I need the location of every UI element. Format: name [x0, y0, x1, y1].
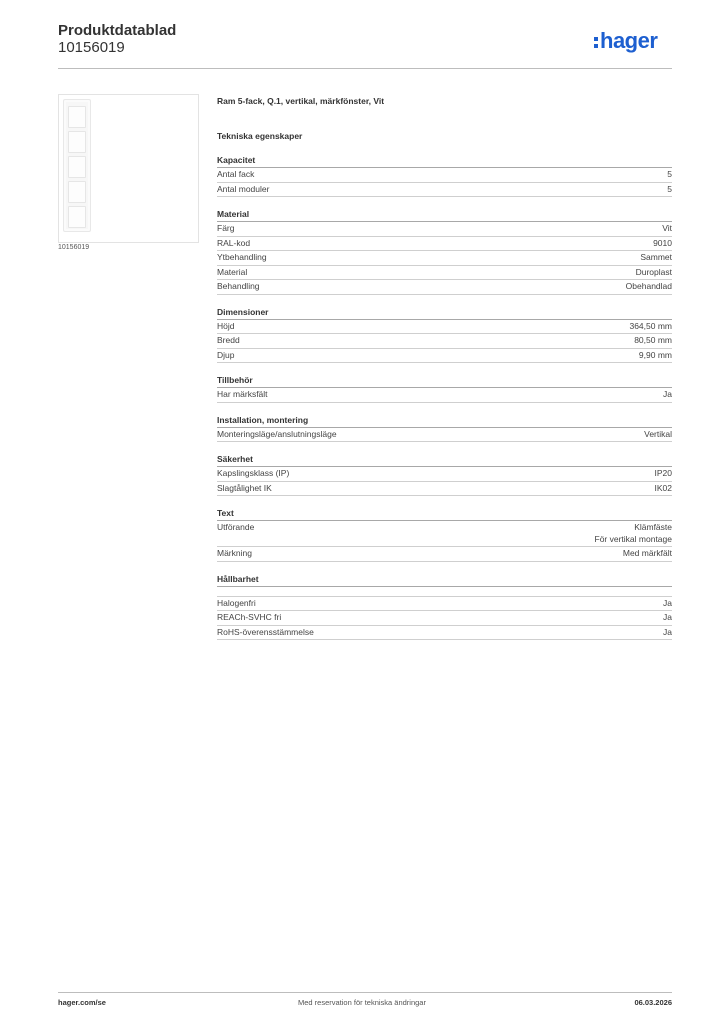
- spec-value-line: IK02: [654, 482, 672, 493]
- frame-slot: [68, 131, 86, 153]
- spec-row: [217, 320, 672, 335]
- spec-value: [655, 468, 673, 480]
- spec-value-line: Med märkfält: [622, 548, 672, 558]
- spec-label: RAL-kod: [217, 237, 251, 248]
- spec-value-line: För vertikal montage: [594, 533, 672, 544]
- spec-value-line: Vit: [662, 223, 672, 233]
- spec-value: [629, 321, 672, 333]
- spec-section: [217, 208, 672, 295]
- spec-label: Märkning: [217, 548, 252, 558]
- section-title: Text: [217, 507, 672, 521]
- frame-slot: [68, 181, 86, 203]
- section-title: Hållbarhet: [217, 573, 672, 587]
- spec-value-line: Vertikal: [644, 428, 672, 439]
- spec-value-line: Ja: [663, 389, 672, 399]
- spec-value: [655, 483, 673, 495]
- section-title: Dimensioner: [217, 306, 672, 320]
- spec-section: [217, 154, 672, 197]
- spec-row: [217, 168, 672, 183]
- spec-label: Monteringsläge/anslutningsläge: [217, 428, 337, 439]
- spec-value: [663, 627, 672, 639]
- spec-row: [217, 388, 672, 403]
- spec-row: [217, 334, 672, 349]
- section-title: Installation, montering: [217, 414, 672, 428]
- hager-logo: [594, 28, 657, 54]
- image-caption: 10156019: [58, 244, 90, 251]
- spec-row: [217, 611, 672, 626]
- spec-row: [217, 266, 672, 281]
- spec-label: Djup: [217, 349, 235, 360]
- section-title: Kapacitet: [217, 154, 672, 168]
- logo-dots-icon: [594, 37, 599, 48]
- spec-label: Slagtålighet IK: [217, 482, 272, 493]
- section-title: Säkerhet: [217, 453, 672, 467]
- spec-row: [217, 521, 672, 547]
- spec-label: Kapslingsklass (IP): [217, 468, 290, 478]
- spec-row: [217, 547, 672, 562]
- spec-label: Behandling: [217, 281, 260, 291]
- spec-value: [636, 267, 672, 279]
- frame-slot: [68, 206, 86, 228]
- frame-slot: [68, 156, 86, 178]
- spec-value-line: Ja: [663, 612, 672, 622]
- spec-value: [634, 335, 672, 347]
- spec-label: Antal moduler: [217, 183, 270, 194]
- spec-row: [217, 349, 672, 364]
- spec-value: [644, 429, 672, 441]
- spec-section: [217, 306, 672, 364]
- section-spacer: [217, 587, 672, 597]
- spec-row: [217, 251, 672, 266]
- spec-row: [217, 280, 672, 295]
- spec-value-line: IP20: [654, 468, 672, 478]
- spec-label: Bredd: [217, 335, 240, 345]
- spec-value-line: 5: [667, 169, 672, 179]
- spec-label: REACh-SVHC fri: [217, 612, 282, 622]
- spec-label: Har märksfält: [217, 389, 268, 399]
- spec-value-line: Obehandlad: [625, 281, 672, 291]
- spec-label: Antal fack: [217, 169, 255, 179]
- footer-divider: [58, 992, 672, 993]
- spec-value-line: 9,90 mm: [638, 349, 672, 360]
- spec-value: [662, 223, 672, 235]
- spec-label: Ytbehandling: [217, 252, 267, 262]
- spec-value-line: Sammet: [640, 252, 672, 262]
- spec-row: [217, 237, 672, 252]
- spec-value-line: 9010: [653, 237, 672, 248]
- spec-value-line: Ja: [663, 597, 672, 608]
- spec-value-line: 80,50 mm: [634, 335, 672, 345]
- spec-value: [653, 238, 672, 250]
- frame-image: [63, 99, 91, 232]
- section-title: Material: [217, 208, 672, 222]
- spec-value-line: Klämfäste: [634, 522, 672, 532]
- product-number: 10156019: [58, 39, 125, 56]
- product-details: [217, 94, 672, 640]
- spec-section: [217, 573, 672, 641]
- spec-label: Färg: [217, 223, 235, 233]
- footer-date: 06.03.2026: [634, 998, 672, 1007]
- product-image: [58, 94, 199, 243]
- document-title: Produktdatablad: [58, 22, 177, 39]
- spec-label: RoHS-överensstämmelse: [217, 626, 314, 637]
- spec-row: [217, 183, 672, 198]
- spec-value: [663, 389, 672, 401]
- spec-value: [667, 184, 672, 196]
- spec-row: [217, 597, 672, 612]
- spec-value-line: 364,50 mm: [629, 320, 672, 331]
- spec-row: [217, 467, 672, 482]
- spec-label: Utförande: [217, 522, 255, 532]
- spec-row: [217, 222, 672, 237]
- spec-section: [217, 453, 672, 496]
- spec-section: [217, 414, 672, 443]
- spec-value: [663, 612, 672, 624]
- spec-value: [626, 281, 672, 293]
- spec-value-line: Duroplast: [635, 266, 672, 277]
- footer-website: hager.com/se: [58, 998, 106, 1007]
- logo-text: hager: [600, 28, 658, 53]
- product-name: Ram 5-fack, Q.1, vertikal, märkfönster, Vit: [217, 96, 385, 106]
- spec-value-line: 5: [667, 183, 672, 194]
- spec-label: Material: [217, 266, 248, 277]
- spec-row: [217, 626, 672, 641]
- technical-properties-heading: Tekniska egenskaper: [217, 131, 303, 141]
- footer-disclaimer: Med reservation för tekniska ändringar: [298, 998, 426, 1007]
- spec-value: [639, 350, 672, 362]
- header-divider: [58, 68, 672, 69]
- spec-value: [640, 252, 672, 264]
- frame-slot: [68, 106, 86, 128]
- spec-value: [595, 522, 672, 545]
- spec-section: [217, 507, 672, 562]
- spec-value: [623, 548, 672, 560]
- spec-row: [217, 428, 672, 443]
- spec-value-line: Ja: [663, 626, 672, 637]
- spec-value: [667, 169, 672, 181]
- spec-label: Höjd: [217, 320, 235, 331]
- spec-value: [663, 598, 672, 610]
- section-title: Tillbehör: [217, 374, 672, 388]
- spec-section: [217, 374, 672, 403]
- spec-label: Halogenfri: [217, 597, 256, 608]
- spec-sections: [217, 154, 672, 640]
- spec-row: [217, 482, 672, 497]
